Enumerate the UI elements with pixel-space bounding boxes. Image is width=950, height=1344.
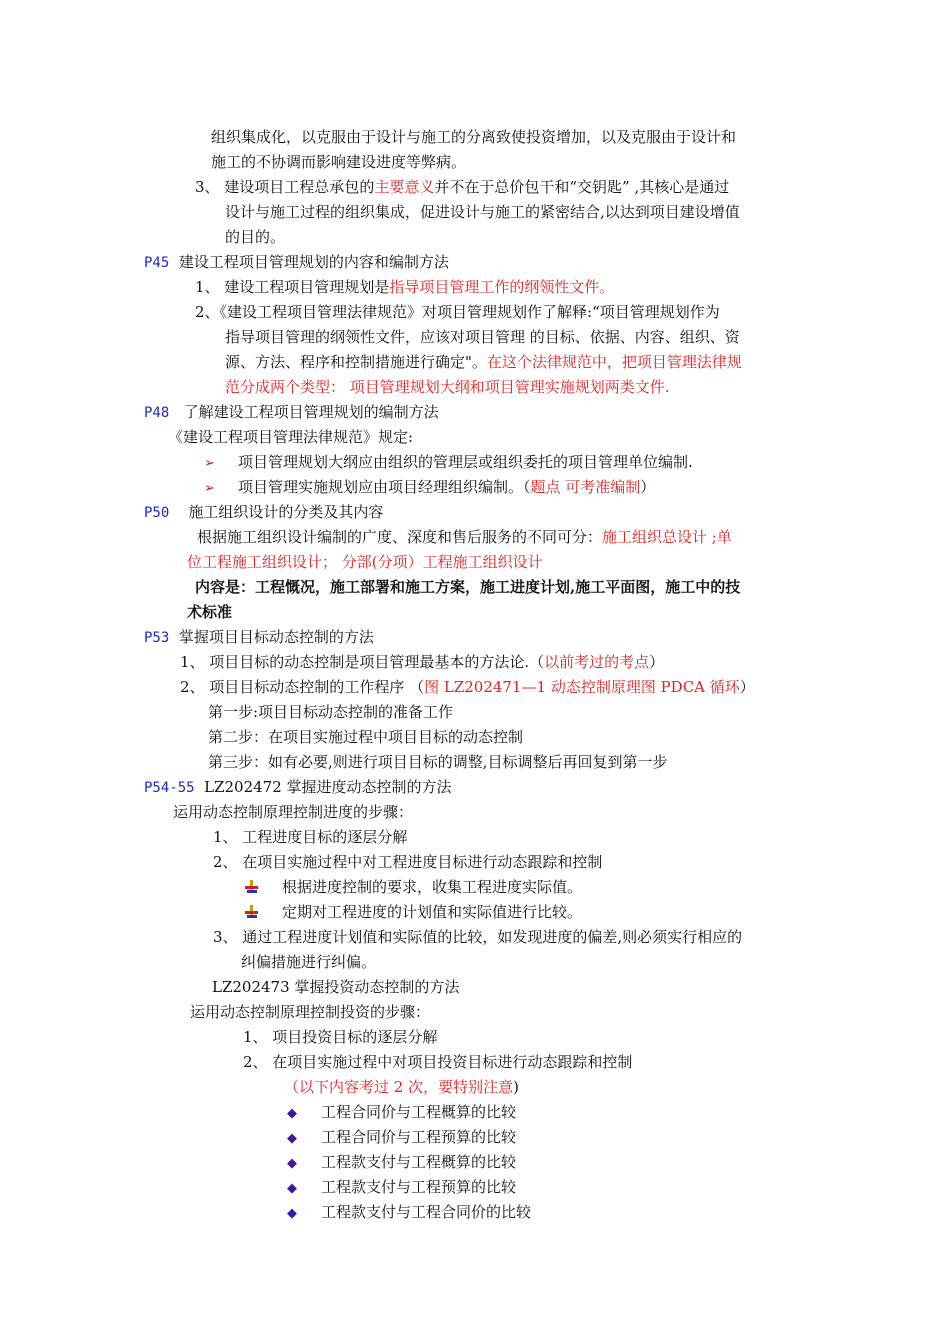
text-line: 2、 在项目实施过程中对工程进度目标进行动态跟踪和控制 bbox=[213, 853, 603, 871]
text-span: 并不在于总价包干和“交钥匙” ,其核心是通过 bbox=[434, 178, 730, 196]
text-line: 第三步：如有必要,则进行项目目标的调整,目标调整后再回复到第一步 bbox=[208, 753, 668, 771]
text-span: 工程款支付与工程预算的比较 bbox=[321, 1178, 517, 1196]
bullet-item bbox=[244, 877, 582, 897]
page-ref: P48 bbox=[144, 405, 170, 421]
diamond-bullet-icon: ◆ bbox=[287, 1106, 297, 1121]
highlight-text: 主要意义 bbox=[374, 178, 435, 196]
text-span: 工程款支付与工程概算的比较 bbox=[321, 1153, 517, 1171]
text-span: ） bbox=[640, 478, 656, 496]
bullet-item bbox=[287, 1152, 516, 1172]
highlight-text: 指导项目管理工作的纲领性文件。 bbox=[389, 278, 615, 296]
bullet-item bbox=[287, 1177, 516, 1197]
arrow-bullet-icon: ➢ bbox=[204, 456, 215, 471]
text-line: 设计与施工过程的组织集成，促进设计与施工的紧密结合,以达到项目建设增值 bbox=[225, 203, 740, 221]
page-ref: P54-55 bbox=[144, 780, 195, 796]
bullet-item bbox=[287, 1102, 516, 1122]
bold-line: 术标准 bbox=[187, 603, 233, 621]
text-line: 的目的。 bbox=[225, 228, 286, 246]
text-line: 1、 工程进度目标的逐层分解 bbox=[213, 828, 408, 846]
section-title: 施工组织设计的分类及其内容 bbox=[188, 503, 384, 521]
text-span: 源、方法、程序和控制措施进行确定"。 bbox=[225, 353, 487, 371]
text-span: ) bbox=[513, 1078, 519, 1096]
text-span: 3、 建设项目工程总承包的 bbox=[195, 178, 375, 196]
highlight-text: （以下内容考过 2 次，要特别注意 bbox=[284, 1078, 514, 1096]
section-heading-p48 bbox=[144, 402, 439, 422]
section-heading-p45 bbox=[144, 252, 449, 272]
text-span: 根据施工组织设计编制的广度、深度和售后服务的不同可分： bbox=[197, 528, 603, 546]
text-line: 《建设工程项目管理法律规范》规定: bbox=[168, 428, 414, 446]
text-span: 工程款支付与工程合同价的比较 bbox=[321, 1203, 532, 1221]
text-line bbox=[195, 177, 729, 197]
text-line: 2、 在项目实施过程中对项目投资目标进行动态跟踪和控制 bbox=[243, 1053, 633, 1071]
highlight-text: 在这个法律规范中，把项目管理法律规 bbox=[486, 353, 742, 371]
section-title: 掌握项目目标动态控制的方法 bbox=[178, 628, 374, 646]
text-line bbox=[195, 277, 614, 297]
text-line: 运用动态控制原理控制投资的步骤： bbox=[190, 1003, 431, 1021]
text-line: 1、 项目投资目标的逐层分解 bbox=[243, 1028, 438, 1046]
diamond-bullet-icon: ◆ bbox=[287, 1156, 297, 1171]
text-span: 工程合同价与工程概算的比较 bbox=[321, 1103, 517, 1121]
text-line: 运用动态控制原理控制进度的步骤： bbox=[173, 803, 414, 821]
bullet-item bbox=[244, 902, 582, 922]
highlight-text: 题点 可考准编制 bbox=[530, 478, 641, 496]
text-line: 纠偏措施进行纠偏。 bbox=[241, 953, 377, 971]
section-title: 了解建设工程项目管理规划的编制方法 bbox=[183, 403, 439, 421]
section-title: 建设工程项目管理规划的内容和编制方法 bbox=[178, 253, 449, 271]
arrow-bullet-icon: ➢ bbox=[204, 481, 215, 496]
subsection-heading: LZ202473 掌握投资动态控制的方法 bbox=[212, 978, 460, 996]
text-line: 第一步:项目目标动态控制的准备工作 bbox=[208, 703, 454, 721]
highlight-line: 位工程施工组织设计； 分部(分项）工程施工组织设计 bbox=[187, 553, 543, 571]
bullet-item bbox=[287, 1127, 516, 1147]
text-line: 组织集成化，以克服由于设计与施工的分离致使投资增加，以及克服由于设计和 bbox=[211, 128, 737, 146]
diamond-bullet-icon: ◆ bbox=[287, 1131, 297, 1146]
section-heading-p50 bbox=[144, 502, 383, 522]
text-line bbox=[180, 652, 664, 672]
text-line: 第二步：在项目实施过程中项目目标的动态控制 bbox=[208, 728, 524, 746]
text-line bbox=[180, 677, 755, 697]
text-span: 1、 建设工程项目管理规划是 bbox=[195, 278, 390, 296]
text-span: 根据进度控制的要求，收集工程进度实际值。 bbox=[282, 878, 583, 896]
highlight-text: 以前考过的考点 bbox=[544, 653, 650, 671]
text-span: 1、 项目目标的动态控制是项目管理最基本的方法论.（ bbox=[180, 653, 545, 671]
text-span: ） bbox=[649, 653, 665, 671]
text-span: 项目管理实施规划应由项目经理组织编制。（ bbox=[238, 478, 531, 496]
text-line bbox=[284, 1077, 519, 1097]
page-ref: P53 bbox=[144, 630, 170, 646]
text-line: 2、《建设工程项目管理法律规范》对项目管理规划作了解释:“项目管理规划作为 bbox=[195, 303, 720, 321]
diamond-bullet-icon: ◆ bbox=[287, 1181, 297, 1196]
highlight-line: 范分成两个类型： 项目管理规划大纲和项目管理实施规划两类文件. bbox=[225, 378, 670, 396]
text-line: 指导项目管理的纲领性文件，应该对项目管理 的目标、依据、内容、组织、资 bbox=[225, 328, 740, 346]
text-span: 定期对工程进度的计划值和实际值进行比较。 bbox=[282, 903, 583, 921]
diamond-bullet-icon: ◆ bbox=[287, 1206, 297, 1221]
flag-bullet-icon bbox=[244, 880, 260, 894]
bullet-item bbox=[204, 477, 655, 497]
text-span: ） bbox=[739, 678, 755, 696]
section-title: LZ202472 掌握进度动态控制的方法 bbox=[204, 778, 452, 796]
bullet-item bbox=[287, 1202, 531, 1222]
text-span: 项目管理规划大纲应由组织的管理层或组织委托的项目管理单位编制. bbox=[238, 453, 693, 471]
page-ref: P50 bbox=[144, 505, 170, 521]
text-line: 施工的不协调而影响建设进度等弊病。 bbox=[211, 153, 467, 171]
page-ref: P45 bbox=[144, 255, 170, 271]
text-span: 工程合同价与工程预算的比较 bbox=[321, 1128, 517, 1146]
highlight-text: 图 LZ202471—1 动态控制原理图 PDCA 循环 bbox=[424, 678, 740, 696]
text-line: 3、 通过工程进度计划值和实际值的比较，如发现进度的偏差,则必须实行相应的 bbox=[213, 928, 743, 946]
section-heading-p53 bbox=[144, 627, 374, 647]
highlight-text: 施工组织总设计 ;单 bbox=[602, 528, 732, 546]
bold-line: 内容是：工程慨况，施工部署和施工方案，施工进度计划,施工平面图，施工中的技 bbox=[195, 578, 741, 596]
flag-bullet-icon bbox=[244, 905, 260, 919]
section-heading-p54-55 bbox=[144, 777, 452, 797]
text-span: 2、 项目目标动态控制的工作程序 （ bbox=[180, 678, 425, 696]
text-line bbox=[225, 352, 742, 372]
bullet-item bbox=[204, 452, 693, 472]
text-line bbox=[197, 527, 732, 547]
